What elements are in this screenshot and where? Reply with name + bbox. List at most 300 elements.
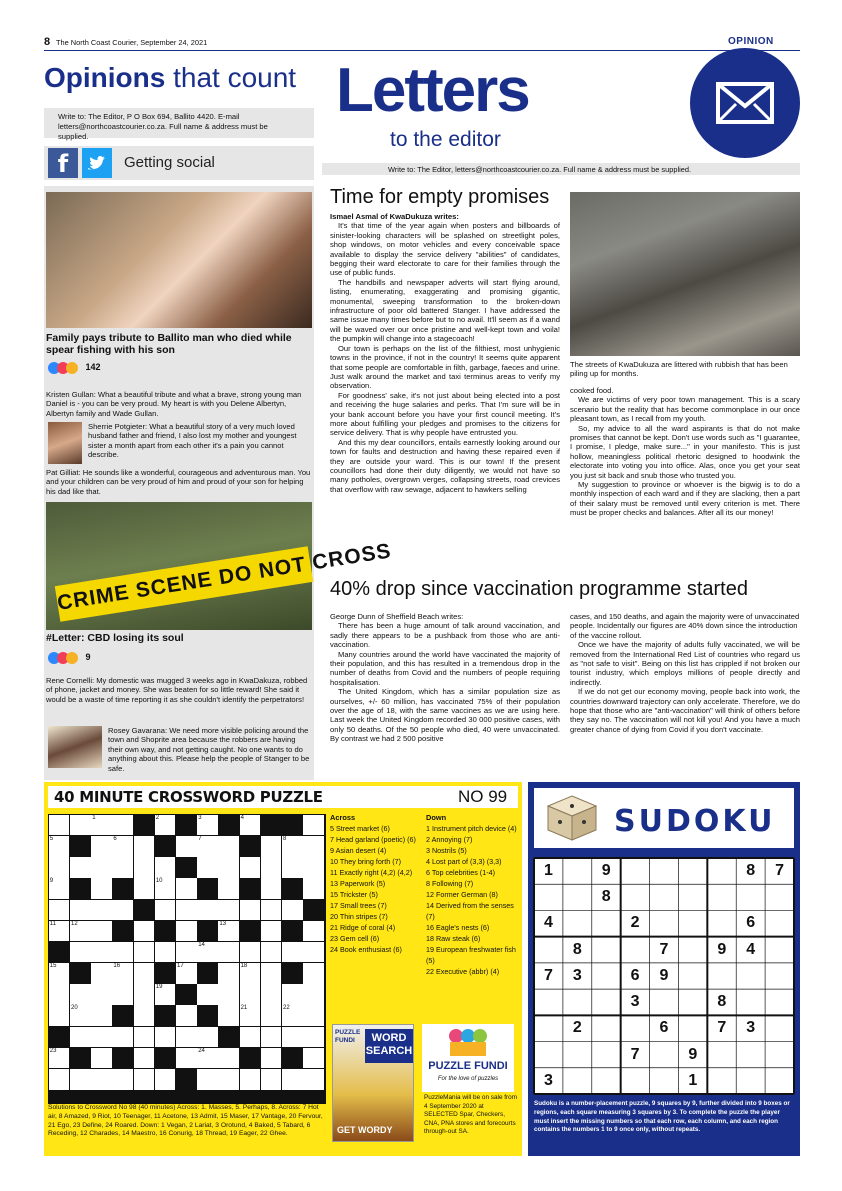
crossword-cell[interactable]	[134, 921, 155, 942]
sudoku-cell[interactable]	[765, 910, 794, 936]
sudoku-cell[interactable]	[678, 937, 707, 963]
paragraph: There has been a huge amount of talk around vaccination, and sadly there appears to be a pushback from those who are anti-vaccination.	[330, 621, 560, 650]
sudoku-grid[interactable]	[534, 858, 794, 1094]
sudoku-cell[interactable]: 4	[543, 914, 553, 932]
crossword-cell[interactable]	[70, 984, 91, 1005]
paragraph: Our town is perhaps on the list of the filthiest, most unhygienic towns in the province, if not in the country! It seems quite apparent that some people are comfortable in filth, garbage, faeces and urine. Just walk around the market and taxi terminus areas to verify my observation.	[330, 343, 560, 391]
clue-number: 13	[219, 920, 227, 927]
across-clues	[330, 812, 424, 955]
sudoku-cell[interactable]	[563, 910, 592, 936]
clue-number: 3	[198, 814, 202, 821]
sudoku-cell[interactable]	[534, 989, 563, 1015]
crossword-cell[interactable]	[218, 984, 239, 1005]
sudoku-cell[interactable]: 9	[717, 940, 727, 958]
crossword-cell[interactable]	[49, 836, 70, 857]
sudoku-cell[interactable]: 6	[630, 966, 640, 984]
crossword-cell[interactable]	[112, 857, 133, 878]
sudoku-cell[interactable]: 9	[601, 862, 611, 879]
crossword-cell[interactable]	[91, 1027, 112, 1048]
clue-item: 24 Book enthusiast (6)	[330, 945, 402, 954]
crossword-cell[interactable]	[49, 963, 70, 984]
crossword-grid[interactable]	[48, 814, 326, 1104]
clue-item: 20 Thin stripes (7)	[330, 912, 388, 921]
sudoku-cell[interactable]	[707, 1042, 736, 1068]
crossword-cell[interactable]	[282, 900, 303, 921]
sudoku-cell[interactable]	[650, 989, 679, 1015]
crossword-cell[interactable]	[303, 942, 324, 963]
crime-scene-tape: CRIME SCENE DO NOT CROSS	[55, 546, 313, 622]
sudoku-cell[interactable]: 7	[630, 1045, 640, 1063]
sudoku-cell[interactable]	[765, 937, 794, 963]
crossword-cell[interactable]	[176, 1027, 197, 1048]
sudoku-cell[interactable]	[678, 910, 707, 936]
sudoku-cell[interactable]	[563, 858, 592, 884]
letters-title: Letters	[336, 56, 529, 125]
crossword-cell[interactable]	[197, 942, 218, 963]
crossword-cell[interactable]	[155, 984, 176, 1005]
crossword-cell[interactable]	[134, 836, 155, 857]
clue-number: 20	[71, 1005, 78, 1012]
crossword-cell[interactable]	[282, 857, 303, 878]
crossword-cell[interactable]	[261, 857, 282, 878]
crossword-cell[interactable]	[70, 1005, 91, 1026]
puzzle-fundi-logo	[422, 1024, 514, 1092]
crossword-cell[interactable]	[261, 1005, 282, 1026]
clue-item: 13 Paperwork (5)	[330, 879, 386, 888]
crossword-cell[interactable]	[134, 1027, 155, 1048]
sudoku-cell[interactable]	[650, 884, 679, 910]
paragraph: Many countries around the world have vaccinated the majority of their population, and this has resulted in a tremendous drop in the number of deaths from Covid and the numbers of people requiring hospitalisation.	[330, 649, 560, 687]
sudoku-cell[interactable]	[707, 963, 736, 989]
post2-comment-2: Rosey Gavarana: We need more visible policing around the town and Shoprite area because the robbers are having their own way, and not getting caught. No one wants to do anything about this. Please help the people of Stanger to be safe.	[108, 726, 310, 773]
post1-comment-1: Kristen Gullan: What a beautiful tribute and what a brave, strong young man Daniel is - you can be very proud. My heart is with you Delene Albertyn, Albertyn family and Wade Gullan.	[46, 390, 302, 418]
crossword-cell[interactable]	[91, 900, 112, 921]
crossword-cell[interactable]	[218, 836, 239, 857]
sudoku-cell[interactable]: 1	[688, 1071, 698, 1089]
crossword-cell[interactable]	[282, 984, 303, 1005]
section-label: OPINION	[728, 36, 774, 47]
crossword-cell[interactable]	[240, 1069, 261, 1090]
clue-number: 2	[155, 814, 160, 821]
clue-number: 11	[49, 920, 57, 927]
sudoku-cell[interactable]: 6	[746, 914, 756, 932]
sudoku-cell[interactable]: 9	[688, 1045, 698, 1063]
crossword-cell[interactable]	[70, 1027, 91, 1048]
sudoku-cell[interactable]	[563, 1068, 592, 1094]
crossword-cell[interactable]	[261, 963, 282, 984]
crossword-cell[interactable]	[112, 1027, 133, 1048]
clue-item: 11 Exactly right (4,2) (4,2)	[330, 868, 413, 877]
crossword-cell[interactable]	[91, 1069, 112, 1090]
clue-number: 14	[198, 941, 205, 948]
crossword-cell[interactable]	[261, 984, 282, 1005]
sudoku-cell[interactable]: 3	[746, 1019, 756, 1037]
photo-caption: The streets of KwaDukuza are littered with rubbish that has been piling up for months.	[570, 360, 788, 379]
clue-item: 7 Head garland (poetic) (6)	[330, 835, 416, 844]
sudoku-cell[interactable]: 7	[775, 862, 784, 879]
sudoku-cell[interactable]	[650, 1068, 679, 1094]
crossword-cell[interactable]	[218, 857, 239, 878]
clue-item: 23 Gem cell (6)	[330, 934, 380, 943]
crossword-cell[interactable]	[218, 1048, 239, 1069]
sudoku-cell[interactable]	[736, 1068, 765, 1094]
sudoku-cell[interactable]: 8	[572, 940, 582, 958]
puzzlefundi-tagline: For the love of puzzles	[437, 1076, 499, 1082]
crossword-cell[interactable]	[240, 984, 261, 1005]
letters-write-to: Write to: The Editor, letters@northcoastcourier.co.za. Full name & address must be supplied.	[322, 163, 800, 175]
sudoku-cell[interactable]	[707, 1068, 736, 1094]
clue-item: 6 Top celebrities (1-4)	[426, 868, 495, 877]
sudoku-cell[interactable]	[592, 1068, 621, 1094]
sudoku-cell[interactable]: 2	[630, 914, 640, 932]
sudoku-cell[interactable]: 8	[601, 888, 611, 906]
sudoku-cell[interactable]	[563, 884, 592, 910]
sudoku-cell[interactable]	[534, 1042, 563, 1068]
crossword-cell[interactable]	[303, 1027, 324, 1048]
sudoku-cell[interactable]	[621, 1015, 650, 1041]
sudoku-cell[interactable]	[678, 989, 707, 1015]
crossword-cell[interactable]	[176, 942, 197, 963]
clue-number: 16	[113, 963, 121, 970]
opinions-title: Opinions that count	[44, 62, 297, 93]
crossword-cell[interactable]	[282, 1027, 303, 1048]
sudoku-cell[interactable]	[765, 1068, 794, 1094]
paragraph: The handbills and newspaper adverts will start flying around, listing, enumerating, exaggerating and promising gigantic, monumental, sweeping transformation to the broken-down infrastructure of poor old battered Stanger. I have addressed the same issue many times before but to no avail. It'll seem as if a wand will be waved over our once pristine and well-kept town and voila! the pumpkin will change into a stagecoach!	[330, 277, 560, 344]
sudoku-cell[interactable]: 3	[572, 966, 582, 984]
sudoku-cell[interactable]	[621, 884, 650, 910]
sudoku-cell[interactable]	[650, 910, 679, 936]
crossword-cell[interactable]	[197, 1069, 218, 1090]
crossword-cell[interactable]	[261, 1027, 282, 1048]
crossword-cell[interactable]	[240, 942, 261, 963]
clue-number: 12	[71, 920, 78, 927]
crossword-cell[interactable]	[91, 963, 112, 984]
paragraph: Once we have the majority of adults fully vaccinated, we will be removed from the International Red List of countries who regard us as "not safe to visit". Being on this list has crippled if not broken our tourist industry, which employs millions of people directly and indirectly.	[570, 640, 800, 687]
wow-icon	[66, 652, 78, 664]
crossword-cell[interactable]	[70, 815, 91, 836]
sudoku-cell[interactable]	[534, 1015, 563, 1041]
crossword-cell[interactable]	[303, 921, 324, 942]
clue-item: 14 Derived from the senses (7)	[426, 901, 514, 921]
sudoku-cell[interactable]	[765, 884, 794, 910]
sudoku-cell[interactable]	[592, 1042, 621, 1068]
crossword-cell[interactable]	[218, 921, 239, 942]
post1-reactions	[48, 362, 101, 374]
sudoku-cell[interactable]	[765, 1042, 794, 1068]
crossword-cell[interactable]	[49, 815, 70, 836]
crossword-number: NO 99	[458, 787, 508, 806]
crossword-cell[interactable]	[91, 942, 112, 963]
crossword-cell[interactable]	[155, 942, 176, 963]
crossword-cell[interactable]	[91, 815, 112, 836]
avatar	[48, 726, 102, 768]
sudoku-cell[interactable]: 3	[630, 993, 640, 1011]
crossword-cell[interactable]	[282, 942, 303, 963]
puzzlefundi-brand: PUZZLE FUNDI	[428, 1060, 508, 1072]
article2-byline: George Dunn of Sheffield Beach writes:	[330, 612, 464, 621]
sudoku-cell[interactable]: 8	[746, 862, 756, 879]
paragraph: For goodness' sake, it's not just about being elected into a post and receiving the huge salaries and perks. That I'm sure will be in your bank account before you have your first council meeting. It's more about fulfilling your pledges and promises to the citizens for service delivery. That is why people have entrusted you.	[330, 390, 560, 438]
sudoku-cell[interactable]: 3	[543, 1071, 553, 1089]
crossword-cell[interactable]	[303, 984, 324, 1005]
opinions-write-to: Write to: The Editor, P O Box 694, Ballito 4420. E-mail letters@northcoastcourier.co.za. Full name & address must be supplied.	[44, 108, 314, 138]
crossword-cell[interactable]	[197, 1048, 218, 1069]
crossword-cell[interactable]	[261, 900, 282, 921]
sudoku-cell[interactable]	[592, 1015, 621, 1041]
crossword-cell[interactable]	[303, 1048, 324, 1069]
clue-number: 5	[49, 835, 54, 842]
clue-item: 8 Following (7)	[426, 879, 474, 888]
sudoku-cell[interactable]: 6	[659, 1019, 669, 1037]
article1-byline: Ismael Asmal of KwaDukuza writes:	[330, 212, 459, 221]
crossword-cell[interactable]	[112, 900, 133, 921]
crossword-cell[interactable]	[49, 878, 70, 899]
clue-number: 15	[49, 963, 57, 970]
paragraph: My suggestion to province or whoever is the bigwig is to do a monthly inspection of each ward and if they are slacking, then a part of their salary must be removed until every criterion is met. There must be proper checks and balances. After all its our money!	[570, 480, 800, 518]
crossword-cell[interactable]	[70, 1069, 91, 1090]
puzzlefundi-text: PuzzleMania will be on sale from 4 September 2020 at SELECTED Spar, Checkers, CNA, PNA stores and forecourts through-out SA.	[424, 1094, 518, 1136]
crossword-cell[interactable]	[176, 878, 197, 899]
sudoku-cell[interactable]	[678, 1015, 707, 1041]
crossword-cell[interactable]	[197, 1027, 218, 1048]
crossword-cell[interactable]	[134, 878, 155, 899]
across-label: Across	[330, 813, 356, 822]
clue-number: 9	[49, 878, 54, 885]
crossword-cell[interactable]	[218, 878, 239, 899]
crossword-cell[interactable]	[218, 942, 239, 963]
crossword-cell[interactable]	[155, 1027, 176, 1048]
crossword-cell[interactable]	[240, 1027, 261, 1048]
crossword-cell[interactable]	[70, 921, 91, 942]
dice-icon	[542, 792, 602, 844]
crossword-cell[interactable]	[240, 857, 261, 878]
crossword-cell[interactable]	[282, 836, 303, 857]
crossword-cell[interactable]	[49, 857, 70, 878]
crossword-cell[interactable]	[282, 1005, 303, 1026]
crossword-cell[interactable]	[112, 815, 133, 836]
sudoku-cell[interactable]	[736, 989, 765, 1015]
article1-col1	[330, 212, 560, 494]
crossword-cell[interactable]	[49, 984, 70, 1005]
crossword-cell[interactable]	[91, 921, 112, 942]
crossword-cell[interactable]	[218, 1069, 239, 1090]
post1-reaction-count: 142	[85, 362, 101, 373]
crossword-cell[interactable]	[49, 1005, 70, 1026]
crossword-cell[interactable]	[91, 1005, 112, 1026]
crossword-cell[interactable]	[261, 921, 282, 942]
crossword-cell[interactable]	[91, 984, 112, 1005]
clue-number: 24	[198, 1047, 205, 1054]
crossword-cell[interactable]	[303, 1005, 324, 1026]
post1-comment-2: Sherrie Potgieter: What a beautiful story of a very much loved husband father and friend, I also lost my mother and youngest sister a month apart from each other it's a pain you cannot describe.	[88, 422, 297, 460]
crossword-cell[interactable]	[261, 836, 282, 857]
sudoku-cell[interactable]	[592, 910, 621, 936]
crossword-cell[interactable]	[134, 857, 155, 878]
crossword-cell[interactable]	[197, 836, 218, 857]
sudoku-cell[interactable]	[765, 963, 794, 989]
crossword-cell[interactable]	[240, 815, 261, 836]
publication-date: September 24, 2021	[140, 38, 208, 47]
crossword-cell[interactable]	[197, 815, 218, 836]
clue-item: 21 Ridge of coral (4)	[330, 923, 396, 932]
crossword-cell[interactable]	[70, 900, 91, 921]
sudoku-cell[interactable]	[707, 858, 736, 884]
crossword-cell[interactable]	[112, 942, 133, 963]
crossword-cell[interactable]	[218, 1005, 239, 1026]
sudoku-cell[interactable]	[678, 858, 707, 884]
crossword-cell[interactable]	[303, 857, 324, 878]
crossword-cell[interactable]	[240, 900, 261, 921]
crossword-cell[interactable]	[112, 984, 133, 1005]
social-column	[44, 186, 394, 780]
envelope-badge	[690, 48, 800, 158]
sudoku-section	[528, 782, 800, 1156]
sudoku-cell[interactable]	[765, 989, 794, 1015]
post2-reactions	[48, 652, 91, 664]
post2-comment-1: Rene Cornelli: My domestic was mugged 3 weeks ago in KwaDakuza, robbed of phone, jacket and money. She was beaten for so little reward! She said it would be a waste of time reporting it as she couldn't identify the perpetrators!	[46, 676, 308, 704]
crossword-cell[interactable]	[91, 1048, 112, 1069]
crossword-cell[interactable]	[49, 1048, 70, 1069]
crossword-cell[interactable]	[134, 963, 155, 984]
crossword-cell[interactable]	[91, 836, 112, 857]
crossword-cell[interactable]	[70, 942, 91, 963]
crossword-cell[interactable]	[261, 1048, 282, 1069]
crossword-cell[interactable]	[91, 857, 112, 878]
crossword-cell[interactable]	[155, 815, 176, 836]
post2-reaction-count: 9	[85, 652, 91, 663]
clue-item: 2 Annoying (7)	[426, 835, 473, 844]
crossword-cell[interactable]	[155, 900, 176, 921]
sudoku-cell[interactable]	[707, 910, 736, 936]
crossword-cell[interactable]	[134, 1048, 155, 1069]
crossword-cell[interactable]	[176, 921, 197, 942]
clue-item: 12 Former German (8)	[426, 890, 498, 899]
crossword-cell[interactable]	[218, 963, 239, 984]
crossword-cell[interactable]	[134, 1069, 155, 1090]
sudoku-cell[interactable]	[765, 1015, 794, 1041]
crossword-cell[interactable]	[176, 900, 197, 921]
crossword-cell[interactable]	[303, 1069, 324, 1090]
crossword-cell[interactable]	[134, 984, 155, 1005]
crossword-cell[interactable]	[197, 900, 218, 921]
crossword-cell[interactable]	[49, 921, 70, 942]
crossword-cell[interactable]	[70, 857, 91, 878]
clue-number: 23	[49, 1047, 57, 1054]
paragraph: cases, and 150 deaths, and again the majority were of unvaccinated people. Incidentally our figures are 40% down since the introduction of the vaccine rollout.	[570, 612, 800, 640]
crossword-cell[interactable]	[91, 878, 112, 899]
crossword-cell[interactable]	[112, 1069, 133, 1090]
down-clues	[426, 812, 520, 977]
paragraph: The United Kingdom, which has a similar population size as ourselves, +/- 60 million, has vaccinated 75% of their population over the age of 18, with the same vaccines as we are using here. Last week the United Kingdom recorded 30 000 positive cases, with only 50 deaths. Of the 50 people who died, 40 were unvaccinated. By contrast we had 2 500 positive	[330, 687, 560, 744]
sudoku-cell[interactable]	[707, 884, 736, 910]
sudoku-cell[interactable]	[678, 963, 707, 989]
sudoku-cell[interactable]: 8	[717, 993, 727, 1011]
post2-headline: #Letter: CBD losing its soul	[46, 632, 184, 644]
crossword-cell[interactable]	[261, 1069, 282, 1090]
sudoku-cell[interactable]	[621, 937, 650, 963]
crossword-cell[interactable]	[176, 963, 197, 984]
clue-number: 8	[283, 835, 287, 842]
sudoku-cell[interactable]: 7	[717, 1019, 727, 1037]
sudoku-cell[interactable]: 7	[543, 966, 553, 984]
sudoku-cell[interactable]: 9	[659, 966, 669, 984]
crossword-cell[interactable]	[155, 878, 176, 899]
wow-icon	[66, 362, 78, 374]
crossword-cell[interactable]	[303, 878, 324, 899]
crossword-cell[interactable]	[261, 942, 282, 963]
clue-item: 4 Lost part of (3,3) (3,3)	[426, 857, 502, 866]
word-search-book	[332, 1024, 414, 1142]
crossword-cell[interactable]	[261, 878, 282, 899]
crossword-cell[interactable]	[155, 857, 176, 878]
clue-item: 5 Street market (6)	[330, 824, 390, 833]
crossword-cell[interactable]	[176, 1005, 197, 1026]
clue-item: 1 Instrument pitch device (4)	[426, 824, 517, 833]
crossword-cell[interactable]	[303, 815, 324, 836]
clue-number: 4	[240, 814, 244, 821]
crossword-cell[interactable]	[49, 1069, 70, 1090]
sudoku-cell[interactable]	[650, 1042, 679, 1068]
clue-number: 18	[240, 963, 248, 970]
sudoku-cell[interactable]: 2	[572, 1019, 582, 1037]
sudoku-cell[interactable]	[678, 884, 707, 910]
crossword-cell[interactable]	[240, 1005, 261, 1026]
crossword-cell[interactable]	[134, 1005, 155, 1026]
crossword-cell[interactable]	[176, 836, 197, 857]
sudoku-cell[interactable]	[592, 937, 621, 963]
sudoku-cell[interactable]: 4	[746, 940, 756, 958]
sudoku-cell[interactable]	[736, 963, 765, 989]
sudoku-cell[interactable]	[563, 1042, 592, 1068]
sudoku-cell[interactable]	[592, 963, 621, 989]
crossword-cell[interactable]	[155, 1069, 176, 1090]
paragraph: And this my dear councillors, entails earnestly looking around our town for faults and destruction and having these repaired even if they are outside your ward. This is our town! If the present councillors had done their duty diligently, we would not have so many potholes, overgrown verges, collapsing streets, road crevices that overflow with raw sewage, adjacent to hawkers selling	[330, 437, 560, 494]
crossword-cell[interactable]	[240, 963, 261, 984]
wordsearch-footer: GET WORDY	[337, 1125, 393, 1135]
publication-name: The North Coast Courier	[56, 38, 137, 47]
sudoku-cell[interactable]	[534, 884, 563, 910]
crossword-cell[interactable]	[218, 900, 239, 921]
sudoku-cell[interactable]	[592, 989, 621, 1015]
sudoku-cell[interactable]	[563, 989, 592, 1015]
crossword-cell[interactable]	[197, 857, 218, 878]
crossword-cell[interactable]	[112, 963, 133, 984]
crossword-cell[interactable]	[112, 836, 133, 857]
crossword-cell[interactable]	[197, 984, 218, 1005]
clue-item: 22 Executive (abbr) (4)	[426, 967, 500, 976]
sudoku-cell[interactable]	[650, 858, 679, 884]
clue-item: 10 They bring forth (7)	[330, 857, 401, 866]
clue-number: 21	[240, 1005, 248, 1012]
crossword-cell[interactable]	[134, 942, 155, 963]
clue-item: 15 Trickster (5)	[330, 890, 378, 899]
post1-headline: Family pays tribute to Ballito man who died while spear fishing with his son	[46, 332, 292, 356]
paragraph: cooked food.	[570, 386, 614, 395]
sudoku-cell[interactable]	[534, 937, 563, 963]
sudoku-cell[interactable]	[621, 1068, 650, 1094]
crossword-cell[interactable]	[303, 836, 324, 857]
crossword-cell[interactable]	[282, 1069, 303, 1090]
sudoku-cell[interactable]	[736, 1042, 765, 1068]
sudoku-cell[interactable]: 1	[543, 862, 553, 879]
social-bar	[44, 146, 314, 180]
crossword-cell[interactable]	[303, 963, 324, 984]
sudoku-cell[interactable]: 7	[659, 940, 669, 958]
crossword-cell[interactable]	[176, 1048, 197, 1069]
crossword-cell[interactable]	[49, 900, 70, 921]
sudoku-cell[interactable]	[736, 884, 765, 910]
sudoku-cell[interactable]	[621, 858, 650, 884]
